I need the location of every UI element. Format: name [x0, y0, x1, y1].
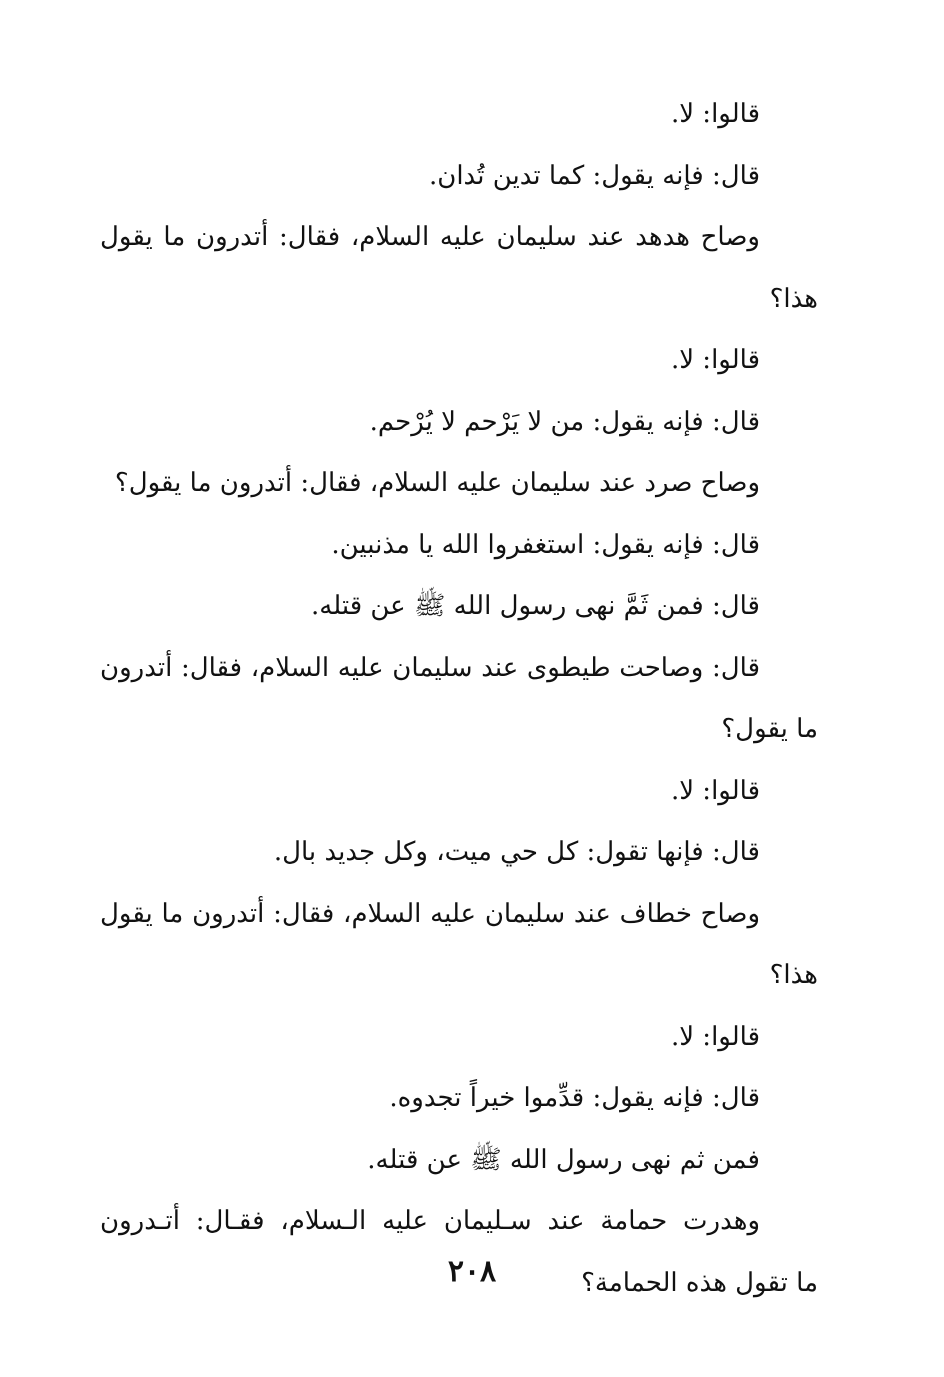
body-text	[100, 84, 818, 1314]
text-line: قالوا: لا.	[670, 775, 760, 806]
text-line: قالوا: لا.	[670, 1021, 760, 1052]
text-line: قال: فإنه يقول: قدِّموا خيراً تجدوه.	[389, 1083, 760, 1113]
text-line: قالوا: لا.	[670, 99, 760, 129]
text-line: وصاح صرد عند سليمان عليه السلام، فقال: أتدرون ما يقول؟	[114, 468, 760, 498]
text-line: قال: فإنها تقول: كل حي ميت، وكل جديد بال.	[273, 837, 760, 867]
text-line: قال: فإنه يقول: كما تدين تُدان.	[428, 160, 760, 191]
text-line: وصاح خطاف عند سليمان عليه السلام، فقال: أتدرون ما يقول	[100, 898, 760, 929]
page-number: ٢٠٨	[447, 1254, 497, 1289]
text-line: ما تقول هذه الحمامة؟	[581, 1267, 818, 1298]
text-line: فمن ثم نهى رسول الله ﷺ عن قتله.	[367, 1144, 760, 1175]
text-line: قال: فإنه يقول: استغفروا الله يا مذنبين.	[331, 529, 760, 560]
text-line: هذا؟	[769, 960, 818, 990]
text-line: وهدرت حمامة عند سـليمان عليه الـسلام، فقـال: أتـدرون	[100, 1206, 760, 1236]
text-line: هذا؟	[769, 283, 818, 314]
text-line: قالوا: لا.	[670, 345, 760, 375]
text-line: قال: وصاحت طيطوى عند سليمان عليه السلام، فقال: أتدرون	[100, 652, 760, 683]
text-line: قال: فمن ثَمَّ نهى رسول الله ﷺ عن قتله.	[311, 591, 760, 621]
text-line: قال: فإنه يقول: من لا يَرْحم لا يُرْحم.	[369, 406, 760, 437]
text-line: ما يقول؟	[721, 714, 818, 744]
text-line: وصاح هدهد عند سليمان عليه السلام، فقال: أتدرون ما يقول	[100, 222, 760, 252]
